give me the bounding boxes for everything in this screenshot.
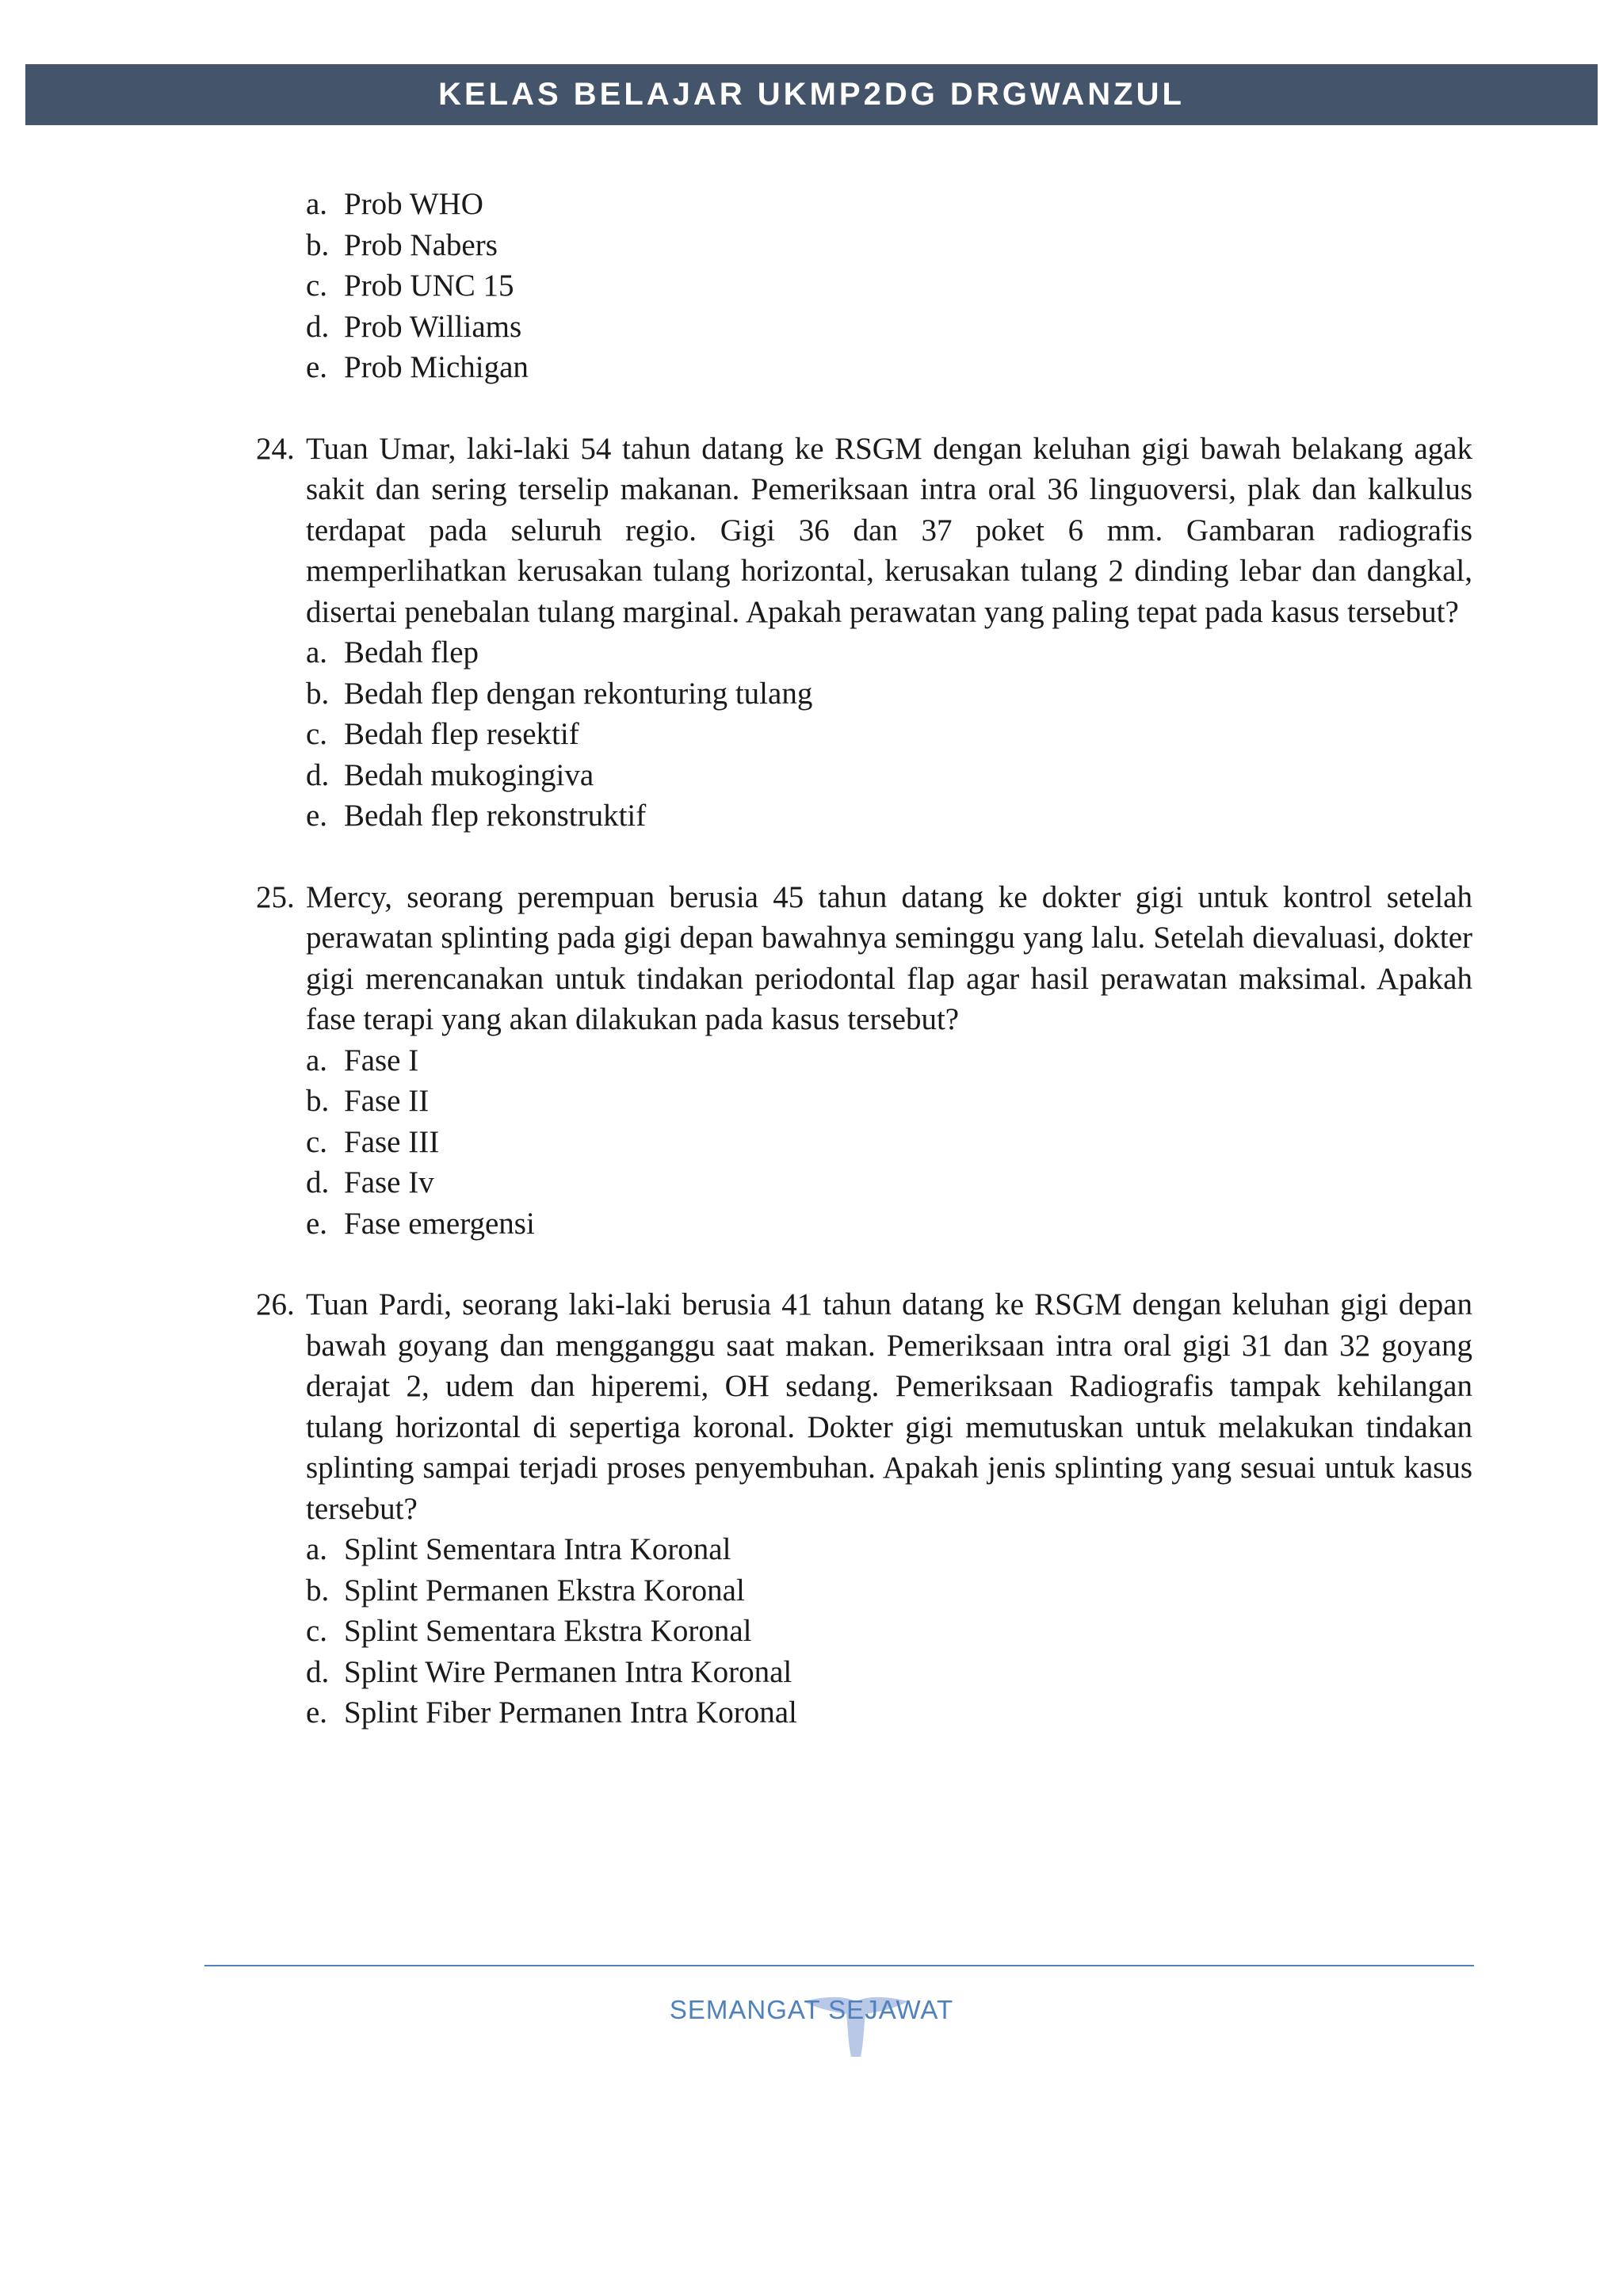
option-letter: c. bbox=[306, 1614, 328, 1648]
option-item bbox=[256, 795, 1472, 837]
option-item bbox=[256, 184, 1472, 225]
prev-question-options bbox=[256, 184, 1472, 388]
option-item bbox=[256, 714, 1472, 755]
option-item bbox=[256, 1652, 1472, 1693]
option-item bbox=[256, 1529, 1472, 1570]
option-item bbox=[256, 755, 1472, 796]
option-item bbox=[256, 673, 1472, 715]
option-text: Bedah flep resektif bbox=[344, 717, 579, 751]
option-letter: a. bbox=[306, 1043, 328, 1077]
option-text: Bedah flep rekonstruktif bbox=[344, 799, 647, 833]
question-25 bbox=[256, 877, 1472, 1245]
question-number: 26. bbox=[256, 1287, 295, 1322]
question-number: 24. bbox=[256, 431, 295, 466]
question-options bbox=[256, 1529, 1472, 1733]
option-letter: e. bbox=[306, 799, 328, 833]
option-letter: a. bbox=[306, 635, 328, 669]
option-text: Fase Iv bbox=[344, 1165, 434, 1199]
option-text: Splint Permanen Ekstra Koronal bbox=[344, 1573, 745, 1608]
option-item bbox=[256, 1692, 1472, 1733]
option-item bbox=[256, 632, 1472, 673]
footer-text: SEMANGAT SEJAWAT bbox=[669, 1995, 954, 2024]
question-options bbox=[256, 1040, 1472, 1245]
option-text: Fase emergensi bbox=[344, 1206, 535, 1241]
question-24 bbox=[256, 429, 1472, 837]
option-letter: b. bbox=[306, 1573, 330, 1608]
option-item bbox=[256, 265, 1472, 307]
option-text: Fase III bbox=[344, 1124, 440, 1159]
option-letter: c. bbox=[306, 1124, 328, 1159]
option-text: Bedah mukogingiva bbox=[344, 757, 594, 792]
option-letter: c. bbox=[306, 269, 328, 303]
question-26 bbox=[256, 1284, 1472, 1733]
option-item bbox=[256, 1162, 1472, 1203]
option-letter: d. bbox=[306, 1165, 330, 1199]
option-item bbox=[256, 347, 1472, 388]
option-item bbox=[256, 225, 1472, 266]
option-text: Fase I bbox=[344, 1043, 419, 1077]
option-letter: e. bbox=[306, 1206, 328, 1241]
option-text: Bedah flep bbox=[344, 635, 479, 669]
option-letter: b. bbox=[306, 227, 330, 262]
option-text: Prob Michigan bbox=[344, 350, 529, 384]
question-options bbox=[256, 632, 1472, 837]
option-text: Fase II bbox=[344, 1084, 430, 1118]
option-letter: e. bbox=[306, 1695, 328, 1730]
question-number: 25. bbox=[256, 879, 295, 914]
option-item bbox=[256, 1122, 1472, 1163]
header-bar bbox=[25, 64, 1598, 125]
option-letter: b. bbox=[306, 676, 330, 711]
option-text: Splint Wire Permanen Intra Koronal bbox=[344, 1654, 792, 1689]
option-text: Prob Williams bbox=[344, 309, 522, 344]
option-letter: b. bbox=[306, 1084, 330, 1118]
option-item bbox=[256, 1081, 1472, 1122]
option-text: Splint Sementara Intra Koronal bbox=[344, 1532, 731, 1566]
footer-divider bbox=[204, 1965, 1474, 1966]
option-item bbox=[256, 1570, 1472, 1611]
option-text: Prob Nabers bbox=[344, 227, 498, 262]
question-text: Tuan Pardi, seorang laki-laki berusia 41 tahun datang ke RSGM dengan keluhan gigi depan bawah goyang dan mengganggu saat makan. Pemeriksaan intra oral gigi 31 dan 32 goyang derajat 2, udem dan hiperemi, OH sedang. Pemeriksaan Radiografis tampak kehilangan tulang horizontal di sepertiga koronal. Dokter gigi memutuskan untuk melakukan tindakan splinting sampai terjadi proses penyembuhan. Apakah jenis splinting yang sesuai untuk kasus tersebut? bbox=[306, 1287, 1472, 1526]
header-title: KELAS BELAJAR UKMP2DG DRGWANZUL bbox=[438, 77, 1185, 112]
option-text: Bedah flep dengan rekonturing tulang bbox=[344, 676, 813, 711]
page-content bbox=[256, 184, 1472, 1733]
option-item bbox=[256, 1611, 1472, 1652]
option-item bbox=[256, 1203, 1472, 1245]
option-text: Prob UNC 15 bbox=[344, 269, 514, 303]
option-letter: e. bbox=[306, 350, 328, 384]
option-letter: a. bbox=[306, 187, 328, 221]
option-text: Splint Sementara Ekstra Koronal bbox=[344, 1614, 752, 1648]
option-item bbox=[256, 307, 1472, 348]
option-letter: c. bbox=[306, 717, 328, 751]
option-item bbox=[256, 1040, 1472, 1081]
option-text: Prob WHO bbox=[344, 187, 483, 221]
option-text: Splint Fiber Permanen Intra Koronal bbox=[344, 1695, 797, 1730]
question-text: Tuan Umar, laki-laki 54 tahun datang ke RSGM dengan keluhan gigi bawah belakang agak sakit dan sering terselip makanan. Pemeriksaan intra oral 36 linguoversi, plak dan kalkulus terdapat pada seluruh regio. Gigi 36 dan 37 poket 6 mm. Gambaran radiografis memperlihatkan kerusakan tulang horizontal, kerusakan tulang 2 dinding lebar dan dangkal, disertai penebalan tulang marginal. Apakah perawatan yang paling tepat pada kasus tersebut? bbox=[306, 431, 1472, 629]
option-letter: d. bbox=[306, 309, 330, 344]
option-letter: d. bbox=[306, 757, 330, 792]
question-text: Mercy, seorang perempuan berusia 45 tahun datang ke dokter gigi untuk kontrol setelah perawatan splinting pada gigi depan bawahnya seminggu yang lalu. Setelah dievaluasi, dokter gigi merencanakan untuk tindakan periodontal flap agar hasil perawatan maksimal. Apakah fase terapi yang akan dilakukan pada kasus tersebut? bbox=[306, 879, 1472, 1036]
option-letter: a. bbox=[306, 1532, 328, 1566]
option-letter: d. bbox=[306, 1654, 330, 1689]
